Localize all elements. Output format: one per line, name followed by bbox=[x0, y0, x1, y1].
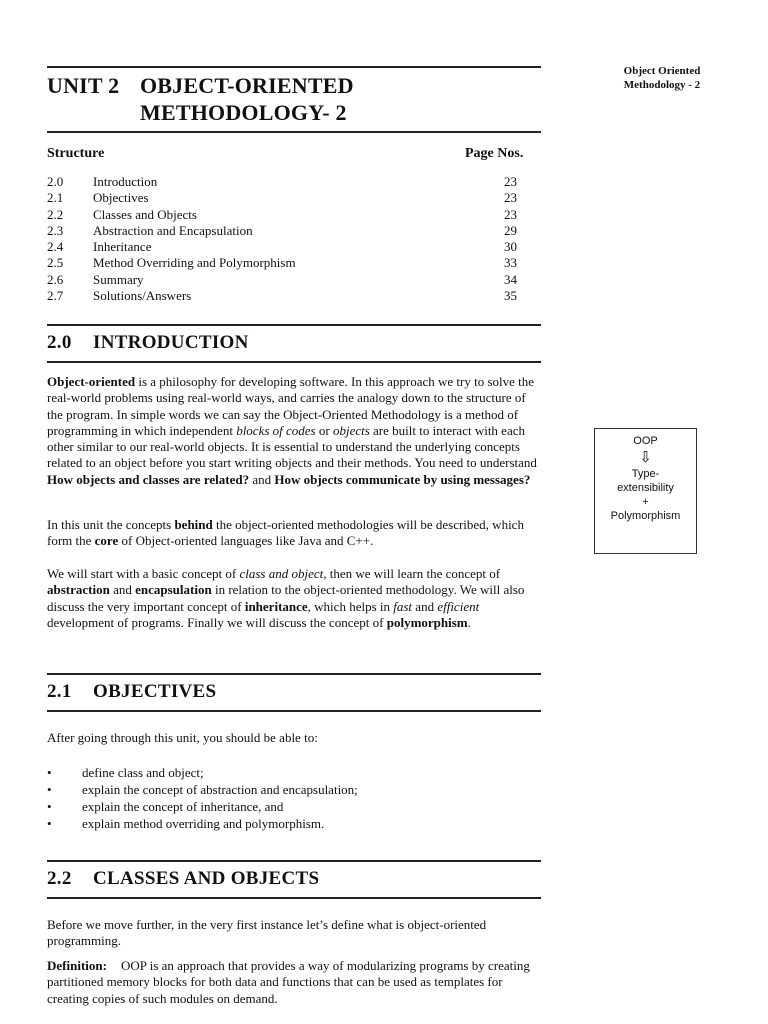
bold-term: Object-oriented bbox=[47, 374, 136, 389]
intro-paragraph-2 bbox=[47, 517, 539, 550]
section-number: 2.2 bbox=[47, 868, 72, 889]
toc-page: 23 bbox=[504, 190, 517, 206]
text: in relation to the object-oriented methodology. We will also discuss the very important concept of bbox=[47, 582, 525, 614]
bold-term: abstraction bbox=[47, 582, 110, 598]
bullet-icon: • bbox=[47, 782, 52, 797]
toc-num: 2.3 bbox=[47, 222, 64, 238]
italic-term: blocks of codes bbox=[236, 422, 316, 438]
margin-note-line: OOP bbox=[633, 435, 658, 447]
running-header-line2: Methodology - 2 bbox=[623, 79, 701, 91]
toc-row[interactable] bbox=[47, 174, 517, 190]
margin-note-line: extensibility bbox=[617, 482, 674, 494]
text: development of programs. Finally we will discuss the concept of bbox=[47, 614, 387, 630]
toc-title: Objectives bbox=[93, 190, 149, 206]
margin-note-line: Type- bbox=[631, 468, 660, 480]
toc-title: Method Overriding and Polymorphism bbox=[93, 255, 296, 271]
section-rule bbox=[47, 860, 541, 862]
toc-num: 2.7 bbox=[47, 288, 64, 304]
intro-paragraph-3 bbox=[47, 566, 539, 631]
toc-page: 23 bbox=[504, 174, 517, 189]
text: or bbox=[315, 422, 333, 438]
margin-note-line: Polymorphism bbox=[610, 510, 681, 522]
list-item bbox=[47, 798, 527, 815]
intro-paragraph-1 bbox=[47, 374, 539, 488]
toc-page: 23 bbox=[504, 206, 517, 222]
bold-term: encapsulation bbox=[135, 582, 212, 598]
italic-term: efficient bbox=[437, 598, 480, 614]
toc-row[interactable] bbox=[47, 255, 517, 271]
bold-term: behind bbox=[174, 517, 213, 532]
toc-row[interactable] bbox=[47, 207, 517, 223]
section-number: 2.0 bbox=[47, 332, 72, 353]
toc-title: Summary bbox=[93, 271, 144, 287]
text: In this unit the concepts bbox=[47, 517, 175, 532]
toc-page: 30 bbox=[504, 239, 517, 255]
running-header-line1: Object Oriented bbox=[623, 65, 701, 77]
down-arrow-icon: ⇩ bbox=[639, 449, 652, 466]
toc-row[interactable] bbox=[47, 190, 517, 206]
section-title: OBJECTIVES bbox=[93, 681, 217, 702]
toc-page: 33 bbox=[504, 255, 517, 271]
structure-heading: Structure bbox=[47, 146, 105, 161]
bullet-icon: • bbox=[47, 765, 52, 780]
unit-title-line1: OBJECT-ORIENTED bbox=[140, 73, 354, 98]
text: We will start with a basic concept of bbox=[47, 566, 240, 581]
text: . bbox=[467, 614, 471, 630]
section-title: CLASSES AND OBJECTS bbox=[93, 868, 320, 889]
definition-text: OOP is an approach that provides a way of modularizing programs by creating partitioned memory blocks for both data and functions that can be used as templates for creating copies of such modules on demand. bbox=[47, 958, 530, 1006]
italic-term: objects bbox=[332, 422, 370, 438]
section-rule bbox=[47, 361, 541, 363]
text: , which helps in bbox=[307, 598, 394, 614]
toc-num: 2.6 bbox=[47, 271, 64, 287]
definition-label: Definition: bbox=[47, 958, 107, 973]
bullet-icon: • bbox=[47, 799, 52, 814]
toc-title: Inheritance bbox=[93, 239, 152, 255]
toc-title: Introduction bbox=[93, 174, 158, 189]
text: of Object-oriented languages like Java and C++. bbox=[118, 533, 374, 549]
section-title: INTRODUCTION bbox=[93, 332, 249, 353]
toc-num: 2.4 bbox=[47, 239, 64, 255]
unit-number: UNIT 2 bbox=[47, 73, 120, 98]
section-rule bbox=[47, 673, 541, 675]
toc-title: Solutions/Answers bbox=[93, 288, 192, 304]
text: the object-oriented methodologies will be described, which form the bbox=[47, 517, 524, 549]
title-top-rule bbox=[47, 66, 541, 68]
list-item bbox=[47, 781, 527, 798]
list-item bbox=[47, 815, 527, 832]
objectives-list bbox=[47, 764, 527, 832]
unit-title-line2: METHODOLOGY- 2 bbox=[140, 100, 347, 125]
section-rule bbox=[47, 897, 541, 899]
table-of-contents bbox=[47, 174, 517, 304]
definition-paragraph bbox=[47, 958, 539, 1007]
bold-term: inheritance bbox=[244, 598, 308, 614]
bold-term: polymorphism bbox=[386, 614, 468, 630]
toc-row[interactable] bbox=[47, 239, 517, 255]
list-item-text: define class and object; bbox=[82, 765, 204, 780]
unit-title bbox=[47, 72, 354, 126]
toc-num: 2.5 bbox=[47, 255, 64, 271]
objectives-lead: After going through this unit, you should be able to: bbox=[47, 730, 318, 745]
toc-title: Abstraction and Encapsulation bbox=[93, 222, 253, 238]
text: and bbox=[412, 598, 438, 614]
section-number: 2.1 bbox=[47, 681, 72, 702]
toc-row[interactable] bbox=[47, 272, 517, 288]
text: are built to interact with each other similar to our real-world objects. It is essential to understand the underlying concepts related to an object before you start writing objects and their methods. You need to understand bbox=[47, 422, 537, 471]
italic-term: fast bbox=[393, 598, 413, 614]
section-rule bbox=[47, 324, 541, 326]
bold-term: core bbox=[94, 533, 119, 549]
toc-num: 2.0 bbox=[47, 174, 64, 189]
title-bottom-rule bbox=[47, 131, 541, 133]
section-heading-objectives bbox=[47, 681, 216, 703]
section-heading-introduction bbox=[47, 332, 249, 354]
toc-num: 2.2 bbox=[47, 206, 64, 222]
toc-page: 29 bbox=[504, 222, 517, 238]
page-nos-heading: Page Nos. bbox=[465, 146, 524, 161]
text: is a philosophy for developing software. In this approach we try to solve the real-world problems using real-world ways, and carries the analogy down to the structure of the program. In simple words we can say the Object-Oriented Methodology is a method of programming in which independent bbox=[47, 374, 535, 438]
toc-row[interactable] bbox=[47, 288, 517, 304]
list-item-text: explain the concept of abstraction and encapsulation; bbox=[82, 782, 358, 797]
list-item bbox=[47, 764, 527, 781]
list-item-text: explain method overriding and polymorphism. bbox=[82, 816, 325, 831]
toc-page: 34 bbox=[504, 271, 517, 287]
margin-note-line: + bbox=[642, 496, 649, 508]
toc-title: Classes and Objects bbox=[93, 206, 197, 222]
toc-num: 2.1 bbox=[47, 190, 64, 206]
classes-paragraph-1: Before we move further, in the very first instance let’s define what is object-oriented programming. bbox=[47, 917, 487, 949]
section-heading-classes bbox=[47, 868, 319, 890]
italic-term: class and object bbox=[239, 566, 324, 581]
margin-note-box bbox=[594, 428, 697, 554]
running-header bbox=[614, 64, 710, 92]
bold-term: How objects communicate by using messages? bbox=[274, 471, 531, 487]
bold-term: How objects and classes are related? bbox=[47, 471, 250, 487]
text: and bbox=[249, 471, 275, 487]
text: and bbox=[109, 582, 136, 598]
list-item-text: explain the concept of inheritance, and bbox=[82, 799, 284, 814]
text: , then we will learn the concept of bbox=[323, 566, 501, 581]
toc-page: 35 bbox=[504, 288, 517, 304]
toc-row[interactable] bbox=[47, 223, 517, 239]
section-rule bbox=[47, 710, 541, 712]
bullet-icon: • bbox=[47, 816, 52, 831]
